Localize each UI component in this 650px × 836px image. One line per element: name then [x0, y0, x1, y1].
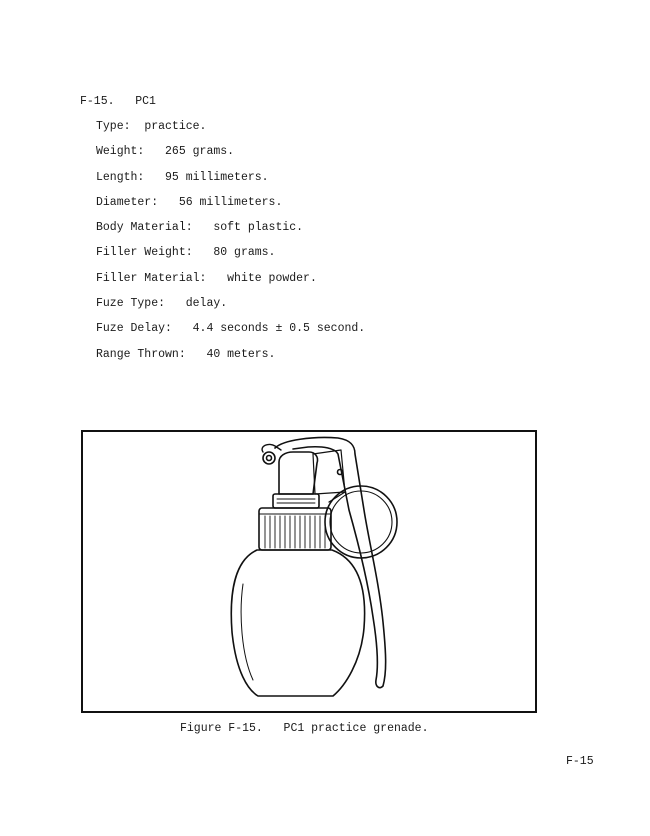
striker-hinge	[263, 452, 275, 464]
spec-label: Fuze Delay:	[96, 322, 172, 336]
spec-row-diameter	[96, 196, 365, 221]
spec-row-body-material	[96, 221, 365, 246]
spec-label: Length:	[96, 170, 145, 184]
spec-value: 40 meters.	[206, 347, 276, 361]
caption-number: Figure F-15.	[180, 722, 263, 735]
grenade-body	[231, 550, 364, 696]
spec-value: white powder.	[227, 271, 317, 285]
spec-label: Fuze Type:	[96, 297, 166, 311]
section-heading	[80, 95, 156, 108]
spec-row-fuze-type	[96, 297, 365, 322]
spec-value: practice.	[144, 120, 207, 133]
fuze-neck	[273, 494, 319, 508]
spec-row-range-thrown	[96, 348, 365, 373]
spec-value: 80 grams.	[213, 246, 276, 260]
spec-row-type	[96, 120, 365, 145]
spec-value: delay.	[185, 297, 228, 311]
spec-label: Diameter:	[96, 195, 159, 209]
figure-frame	[81, 430, 537, 713]
spec-value: 56 millimeters.	[178, 195, 283, 209]
safety-lever	[275, 437, 386, 687]
spec-label: Weight:	[96, 145, 145, 159]
spec-value: soft plastic.	[213, 221, 304, 235]
spec-row-fuze-delay	[96, 322, 365, 347]
section-number: F-15.	[80, 95, 115, 108]
pull-ring	[325, 486, 397, 558]
spec-row-length	[96, 171, 365, 196]
spec-label: Type:	[96, 120, 131, 133]
fuze-head	[279, 452, 318, 494]
figure-caption	[180, 722, 428, 735]
caption-text: PC1 practice grenade.	[283, 722, 429, 735]
page-number: F-15	[566, 755, 594, 768]
grenade-body-shading	[241, 584, 253, 680]
cap-ribs	[265, 516, 325, 548]
spec-value: 95 millimeters.	[165, 170, 269, 184]
spec-label: Range Thrown:	[96, 347, 186, 361]
spec-label: Body Material:	[96, 221, 193, 235]
spec-value: 4.4 seconds ± 0.5 second.	[192, 322, 366, 336]
grenade-illustration	[83, 432, 535, 711]
spec-label: Filler Weight:	[96, 246, 193, 260]
spec-value: 265 grams.	[165, 145, 235, 159]
spec-row-filler-material	[96, 272, 365, 297]
section-name: PC1	[135, 95, 156, 108]
lever-rivet	[338, 470, 343, 475]
spec-list	[96, 120, 365, 373]
spec-row-weight	[96, 145, 365, 170]
spec-row-filler-weight	[96, 246, 365, 271]
spec-label: Filler Material:	[96, 271, 207, 285]
